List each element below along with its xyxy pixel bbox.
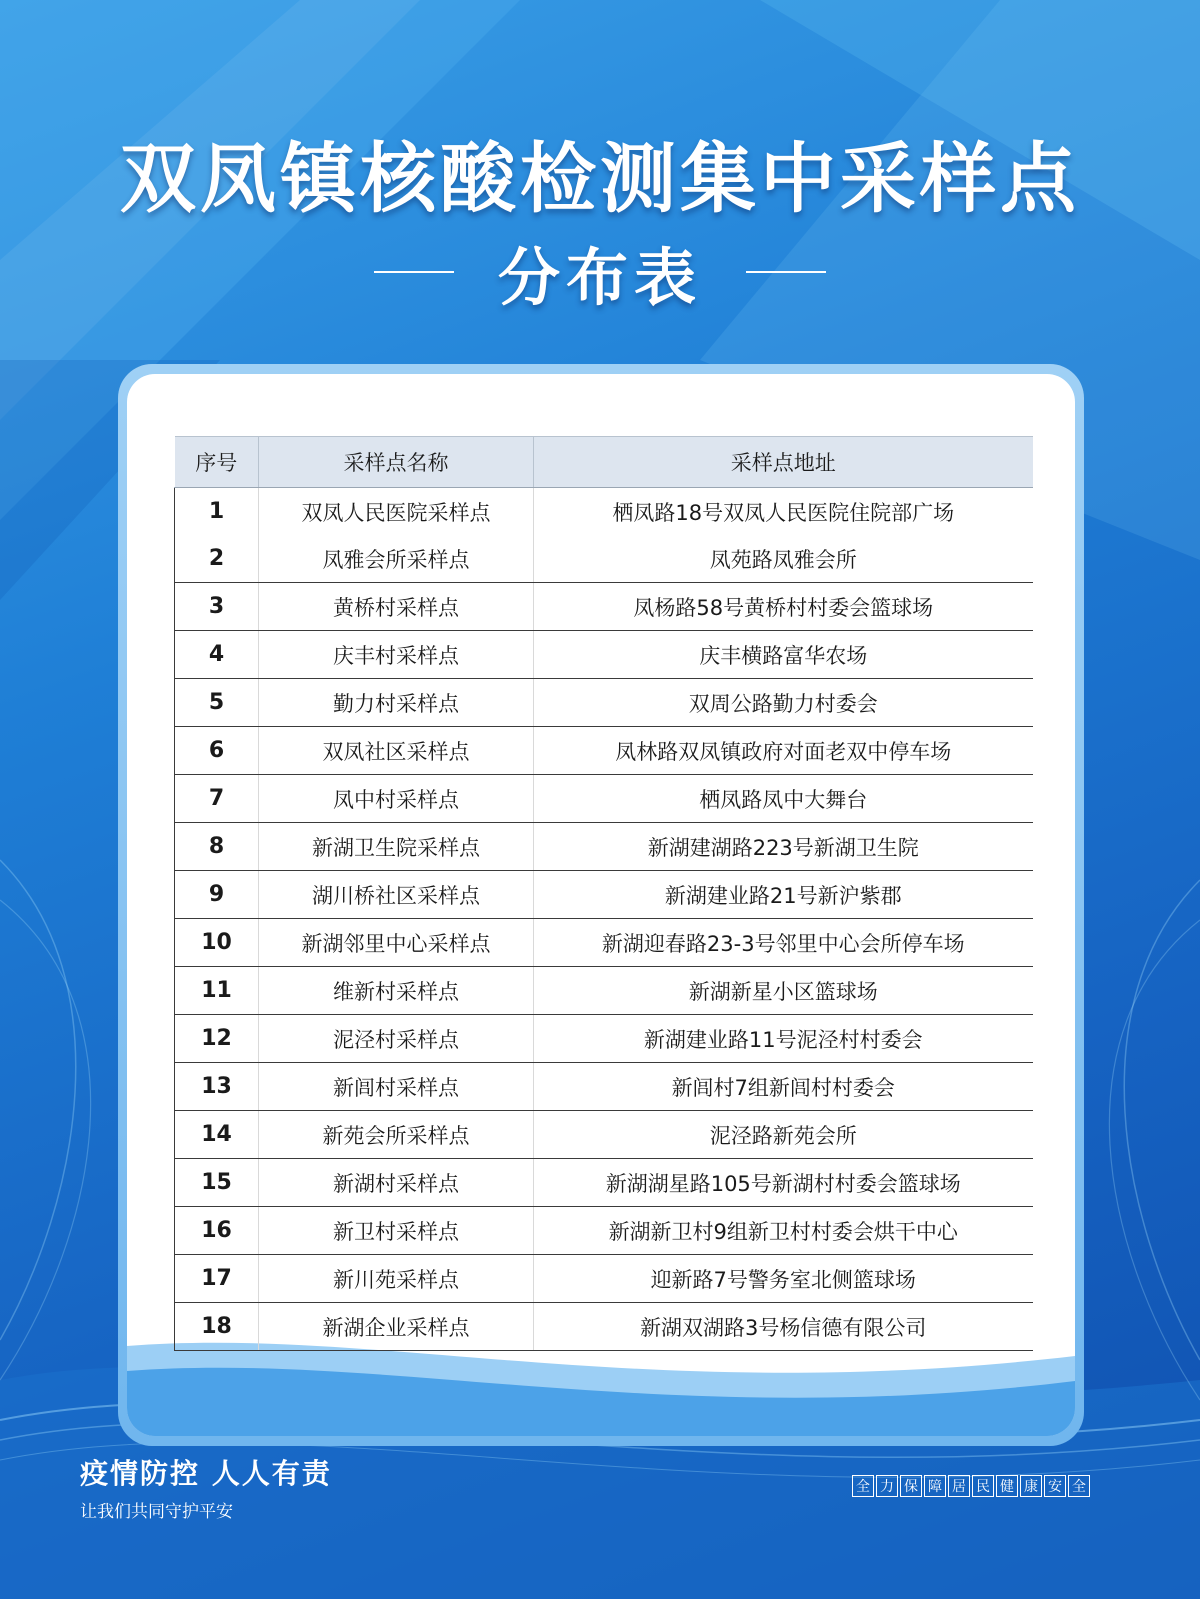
table-card — [127, 374, 1075, 1436]
row-address: 迎新路7号警务室北侧篮球场 — [534, 1255, 1033, 1303]
table-row — [175, 1159, 1033, 1207]
row-address: 新湖迎春路23-3号邻里中心会所停车场 — [534, 919, 1033, 967]
table-header-row — [175, 437, 1033, 488]
row-address: 泥泾路新苑会所 — [534, 1111, 1033, 1159]
row-address: 凤苑路凤雅会所 — [534, 535, 1033, 583]
row-name: 新闾村采样点 — [259, 1063, 534, 1111]
row-address: 栖凤路凤中大舞台 — [534, 775, 1033, 823]
row-number: 16 — [175, 1207, 259, 1255]
row-address: 栖凤路18号双凤人民医院住院部广场 — [534, 488, 1033, 536]
row-name: 泥泾村采样点 — [259, 1015, 534, 1063]
table-row — [175, 775, 1033, 823]
row-name: 新卫村采样点 — [259, 1207, 534, 1255]
table-row — [175, 535, 1033, 583]
motto-char: 健 — [996, 1475, 1018, 1497]
row-number: 14 — [175, 1111, 259, 1159]
motto-char: 居 — [948, 1475, 970, 1497]
table-row — [175, 727, 1033, 775]
motto-char: 力 — [876, 1475, 898, 1497]
row-address: 新湖建业路21号新沪紫郡 — [534, 871, 1033, 919]
table-row — [175, 1063, 1033, 1111]
row-address: 新湖湖星路105号新湖村村委会篮球场 — [534, 1159, 1033, 1207]
sampling-points-table — [174, 436, 1033, 1351]
row-address: 新湖双湖路3号杨信德有限公司 — [534, 1303, 1033, 1351]
table-row — [175, 488, 1033, 536]
row-name: 黄桥村采样点 — [259, 583, 534, 631]
table-row — [175, 1207, 1033, 1255]
column-header-address: 采样点地址 — [534, 437, 1033, 488]
subtitle-row — [0, 230, 1200, 314]
row-number: 9 — [175, 871, 259, 919]
table-row — [175, 919, 1033, 967]
subtitle-divider-right — [746, 271, 826, 273]
row-name: 双凤人民医院采样点 — [259, 488, 534, 536]
row-address: 新湖新星小区篮球场 — [534, 967, 1033, 1015]
table-row — [175, 631, 1033, 679]
footer-slogan-sub: 让我们共同守护平安 — [80, 1502, 233, 1522]
row-address: 新湖建湖路223号新湖卫生院 — [534, 823, 1033, 871]
row-number: 6 — [175, 727, 259, 775]
page-title: 双凤镇核酸检测集中采样点 — [120, 134, 1080, 223]
row-name: 凤中村采样点 — [259, 775, 534, 823]
row-address: 新湖建业路11号泥泾村村委会 — [534, 1015, 1033, 1063]
row-number: 5 — [175, 679, 259, 727]
row-name: 新川苑采样点 — [259, 1255, 534, 1303]
page-subtitle: 分布表 — [497, 240, 702, 314]
row-number: 18 — [175, 1303, 259, 1351]
row-name: 双凤社区采样点 — [259, 727, 534, 775]
row-number: 2 — [175, 535, 259, 583]
motto-char: 康 — [1020, 1475, 1042, 1497]
row-name: 新湖企业采样点 — [259, 1303, 534, 1351]
table-row — [175, 1111, 1033, 1159]
row-name: 湖川桥社区采样点 — [259, 871, 534, 919]
footer-slogan: 疫情防控 人人有责 — [80, 1457, 332, 1490]
row-name: 新湖邻里中心采样点 — [259, 919, 534, 967]
motto-char: 民 — [972, 1475, 994, 1497]
row-name: 勤力村采样点 — [259, 679, 534, 727]
table-row — [175, 583, 1033, 631]
column-header-name: 采样点名称 — [259, 437, 534, 488]
row-address: 新湖新卫村9组新卫村村委会烘干中心 — [534, 1207, 1033, 1255]
row-address: 凤林路双凤镇政府对面老双中停车场 — [534, 727, 1033, 775]
row-number: 3 — [175, 583, 259, 631]
footer-motto — [852, 1475, 1092, 1497]
motto-char: 全 — [1068, 1475, 1090, 1497]
row-name: 新湖村采样点 — [259, 1159, 534, 1207]
row-number: 13 — [175, 1063, 259, 1111]
row-number: 12 — [175, 1015, 259, 1063]
motto-char: 安 — [1044, 1475, 1066, 1497]
column-header-no: 序号 — [175, 437, 259, 488]
row-number: 17 — [175, 1255, 259, 1303]
row-name: 庆丰村采样点 — [259, 631, 534, 679]
row-address: 双周公路勤力村委会 — [534, 679, 1033, 727]
row-number: 7 — [175, 775, 259, 823]
table-row — [175, 1303, 1033, 1351]
row-number: 1 — [175, 488, 259, 536]
table-row — [175, 679, 1033, 727]
row-number: 8 — [175, 823, 259, 871]
row-address: 新闾村7组新闾村村委会 — [534, 1063, 1033, 1111]
row-name: 维新村采样点 — [259, 967, 534, 1015]
row-number: 15 — [175, 1159, 259, 1207]
row-address: 庆丰横路富华农场 — [534, 631, 1033, 679]
row-number: 10 — [175, 919, 259, 967]
motto-char: 障 — [924, 1475, 946, 1497]
table-row — [175, 1015, 1033, 1063]
table-row — [175, 823, 1033, 871]
row-number: 11 — [175, 967, 259, 1015]
motto-char: 全 — [852, 1475, 874, 1497]
subtitle-divider-left — [374, 271, 454, 273]
row-name: 新湖卫生院采样点 — [259, 823, 534, 871]
table-row — [175, 871, 1033, 919]
table-row — [175, 967, 1033, 1015]
row-number: 4 — [175, 631, 259, 679]
row-address: 凤杨路58号黄桥村村委会篮球场 — [534, 583, 1033, 631]
table-row — [175, 1255, 1033, 1303]
row-name: 凤雅会所采样点 — [259, 535, 534, 583]
row-name: 新苑会所采样点 — [259, 1111, 534, 1159]
motto-char: 保 — [900, 1475, 922, 1497]
